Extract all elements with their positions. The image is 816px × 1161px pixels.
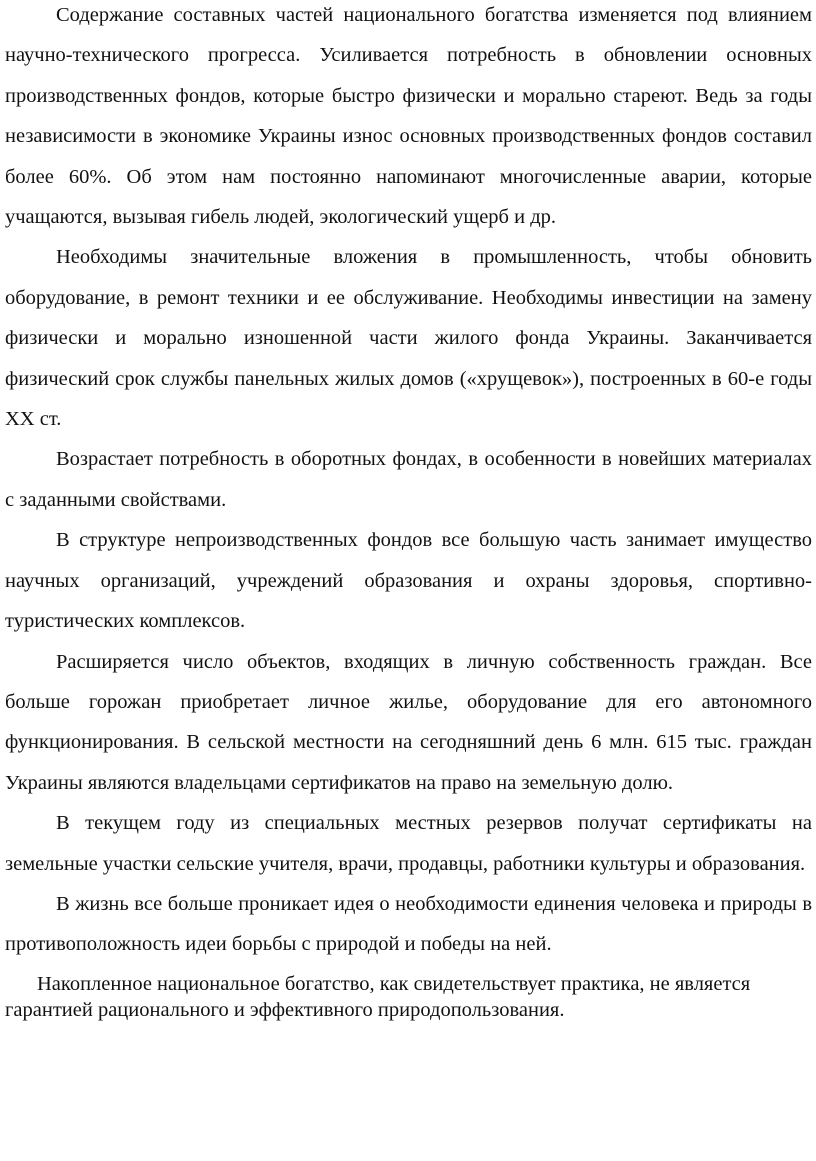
paragraph-8: Накопленное национальное богатство, как свидетельствует практика, не является гарантией рационального и эффективного природопользования.: [5, 972, 751, 1021]
paragraph-4: В структуре непроизводственных фондов все большую часть занимает имущество научных организаций, учреждений образования и охраны здоровья, спортивно-туристических комплексов.: [5, 529, 812, 633]
paragraph-5: Расширяется число объектов, входящих в личную собственность граждан. Все больше горожан приобретает личное жилье, оборудование для его автономного функционирования. В сельской местности на сегодняшний день 6 млн. 615 тыс. граждан Украины являются владельцами сертификатов на право на земельную долю.: [5, 650, 812, 794]
paragraph-7: В жизнь все больше проникает идея о необходимости единения человека и природы в противоположность идеи борьбы с природой и победы на ней.: [5, 892, 812, 956]
paragraph-2: Необходимы значительные вложения в промышленность, чтобы обновить оборудование, в ремонт техники и ее обслуживание. Необходимы инвестиции на замену физически и морально изношенной части жилого фонда Украины. Заканчивается физический срок службы панельных жилых домов («хрущевок»), построенных в 60-е годы XX ст.: [5, 246, 812, 431]
paragraph-3: Возрастает потребность в оборотных фондах, в особенности в новейших материалах с заданными свойствами.: [5, 448, 812, 511]
paragraph-1: Содержание составных частей национального богатства изменяется под влиянием научно-технического прогресса. Усиливается потребность в обновлении основных производственных фондов, которые быстро физически и морально стареют. Ведь за годы независимости в экономике Украины износ основных производственных фондов составил более 60%. Об этом нам постоянно напоминают многочисленные аварии, которые учащаются, вызывая гибель людей, экологический ущерб и др.: [5, 4, 812, 229]
paragraph-6: В текущем году из специальных местных резервов получат сертификаты на земельные участки сельские учителя, врачи, продавцы, работники культуры и образования.: [5, 812, 812, 875]
